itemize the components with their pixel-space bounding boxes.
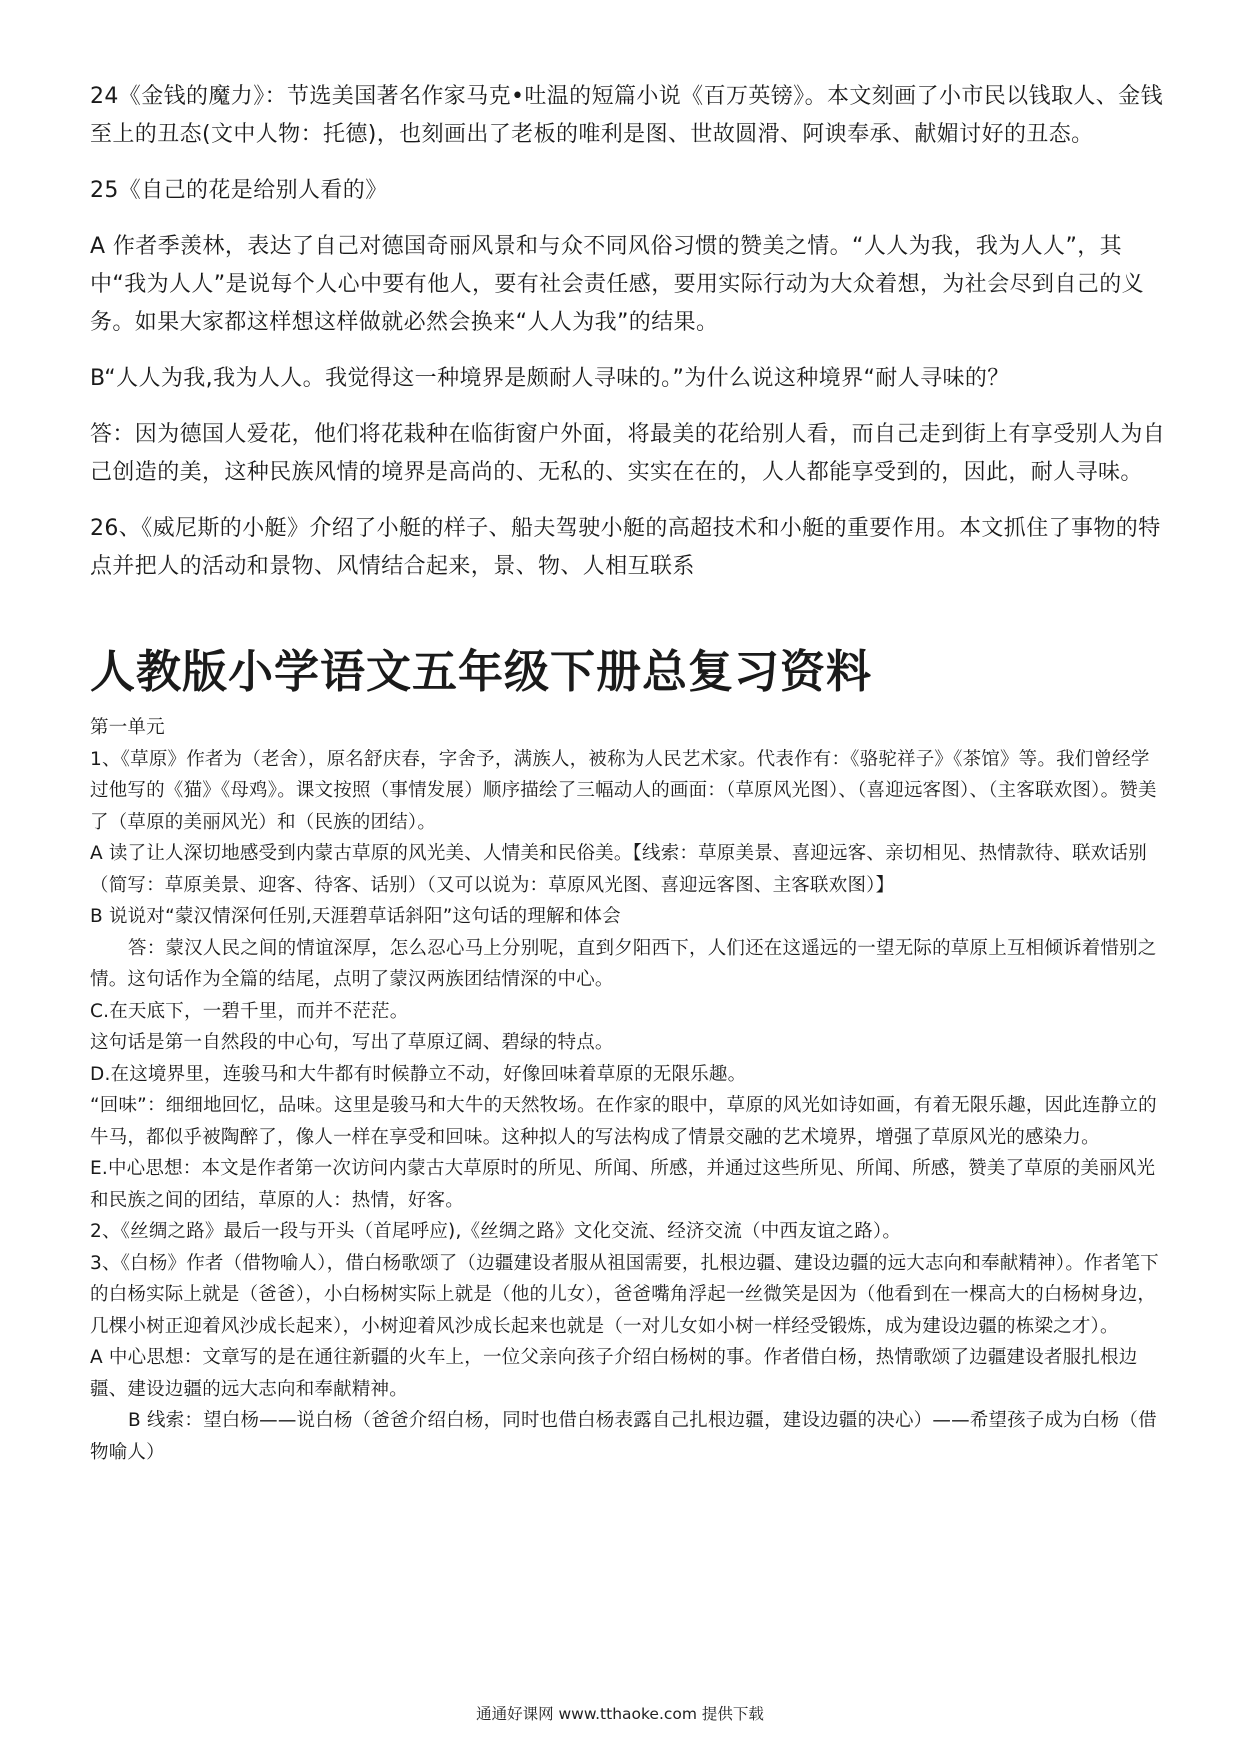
paragraph-baiyang-b: B 线索：望白杨——说白杨（爸爸介绍白杨，同时也借白杨表露自己扎根边疆，建设边疆的决心）——希望孩子成为白杨（借物喻人） (90, 1410, 1157, 1463)
paragraph-baiyang: 3、《白杨》作者（借物喻人），借白杨歌颂了（边疆建设者服从祖国需要，扎根边疆、建设边疆的远大志向和奉献精神）。作者笔下的白杨实际上就是（爸爸），小白杨树实际上就是（他的儿女），爸爸嘴角浮起一丝微笑是因为（他看到在一棵高大的白杨树身边，几棵小树正迎着风沙成长起来），小树迎着风沙成长起来也就是（一对儿女如小树一样经受锻炼，成为建设边疆的栋梁之才）。 (90, 1252, 1159, 1337)
paragraph-caoyuan-b: B 说说对“蒙汉情深何任别,天涯碧草话斜阳”这句话的理解和体会 (90, 906, 621, 927)
paragraph-caoyuan-d-note: “回味”：细细地回忆，品味。这里是骏马和大牛的天然牧场。在作家的眼中，草原的风光如诗如画，有着无限乐趣，因此连静立的牛马，都似乎被陶醉了，像人一样在享受和回味。这种拟人的写法构成了情景交融的艺术境界，增强了草原风光的感染力。 (90, 1095, 1157, 1148)
page-footer: 通通好课网 www.tthaoke.com 提供下载 (476, 1705, 764, 1723)
paragraph-caoyuan-c: C.在天底下，一碧千里，而并不茫茫。 (90, 1000, 409, 1022)
paragraph-caoyuan-answer: 答：蒙汉人民之间的情谊深厚，怎么忍心马上分别呢，直到夕阳西下，人们还在这遥远的一望无际的草原上互相倾诉着惜别之情。这句话作为全篇的结尾，点明了蒙汉两族团结情深的中心。 (90, 937, 1157, 990)
paragraph-caoyuan-a: A 读了让人深切地感受到内蒙古草原的风光美、人情美和民俗美。【线索：草原美景、喜迎远客、亲切相见、热情款待、联欢话别（简写：草原美景、迎客、待客、话别）（又可以说为：草原风光图、喜迎远客图、主客联欢图）】 (90, 843, 1147, 896)
paragraph-baiyang-a: A 中心思想：文章写的是在通往新疆的火车上，一位父亲向孩子介绍白杨树的事。作者借白杨，热情歌颂了边疆建设者服扎根边疆、建设边疆的远大志向和奉献精神。 (90, 1347, 1138, 1400)
paragraph-lesson-25-answer: 答：因为德国人爱花，他们将花栽种在临街窗户外面，将最美的花给别人看，而自己走到街上有享受别人为自己创造的美，这种民族风情的境界是高尚的、无私的、实实在在的，人人都能享受到的，因此，耐人寻味。 (90, 422, 1166, 485)
review-section (90, 712, 1168, 1468)
paragraph-caoyuan-c-note: 这句话是第一自然段的中心句，写出了草原辽阔、碧绿的特点。 (90, 1032, 614, 1053)
paragraph-caoyuan-e: E.中心思想：本文是作者第一次访问内蒙古大草原时的所见、所闻、所感，并通过这些所见、所闻、所感，赞美了草原的美丽风光和民族之间的团结，草原的人：热情，好客。 (90, 1158, 1156, 1211)
paragraph-lesson-25-a: A 作者季羡林，表达了自己对德国奇丽风景和与众不同风俗习惯的赞美之情。“人人为我，我为人人”，其中“我为人人”是说每个人心中要有他人，要有社会责任感，要用实际行动为大众着想，为社会尽到自己的义务。如果大家都这样想这样做就必然会换来“人人为我”的结果。 (90, 234, 1144, 335)
paragraph-caoyuan: 1、《草原》作者为（老舍），原名舒庆春，字舍予，满族人，被称为人民艺术家。代表作有：《骆驼祥子》《茶馆》等。我们曾经学过他写的《猫》《母鸡》。课文按照（事情发展）顺序描绘了三幅动人的画面：（草原风光图）、（喜迎远客图）、（主客联欢图）。赞美了（草原的美丽风光）和（民族的团结）。 (90, 748, 1157, 833)
paragraph-lesson-26: 26、《威尼斯的小艇》介绍了小艇的样子、船夫驾驶小艇的高超技术和小艇的重要作用。本文抓住了事物的特点并把人的活动和景物、风情结合起来，景、物、人相互联系 (90, 516, 1161, 579)
unit-heading: 第一单元 (90, 717, 165, 738)
paragraph-lesson-25-b: B“人人为我,我为人人。我觉得这一种境界是颇耐人寻味的。”为什么说这种境界“耐人寻味的？ (90, 366, 1010, 391)
paragraph-lesson-24: 24《金钱的魔力》：节选美国著名作家马克•吐温的短篇小说《百万英镑》。本文刻画了小市民以钱取人、金钱至上的丑态(文中人物：托德)，也刻画出了老板的唯利是图、世故圆滑、阿谀奉承、献媚讨好的丑态。 (90, 84, 1163, 147)
paragraph-caoyuan-d: D.在这境界里，连骏马和大牛都有时候静立不动，好像回味着草原的无限乐趣。 (90, 1063, 747, 1085)
page-title: 人教版小学语文五年级下册总复习资料 (90, 645, 873, 698)
top-section (90, 78, 1168, 586)
paragraph-lesson-25-title: 25《自己的花是给别人看的》 (90, 178, 388, 203)
paragraph-silk-road: 2、《丝绸之路》最后一段与开头（首尾呼应),《丝绸之路》文化交流、经济交流（中西友谊之路）。 (90, 1221, 902, 1242)
